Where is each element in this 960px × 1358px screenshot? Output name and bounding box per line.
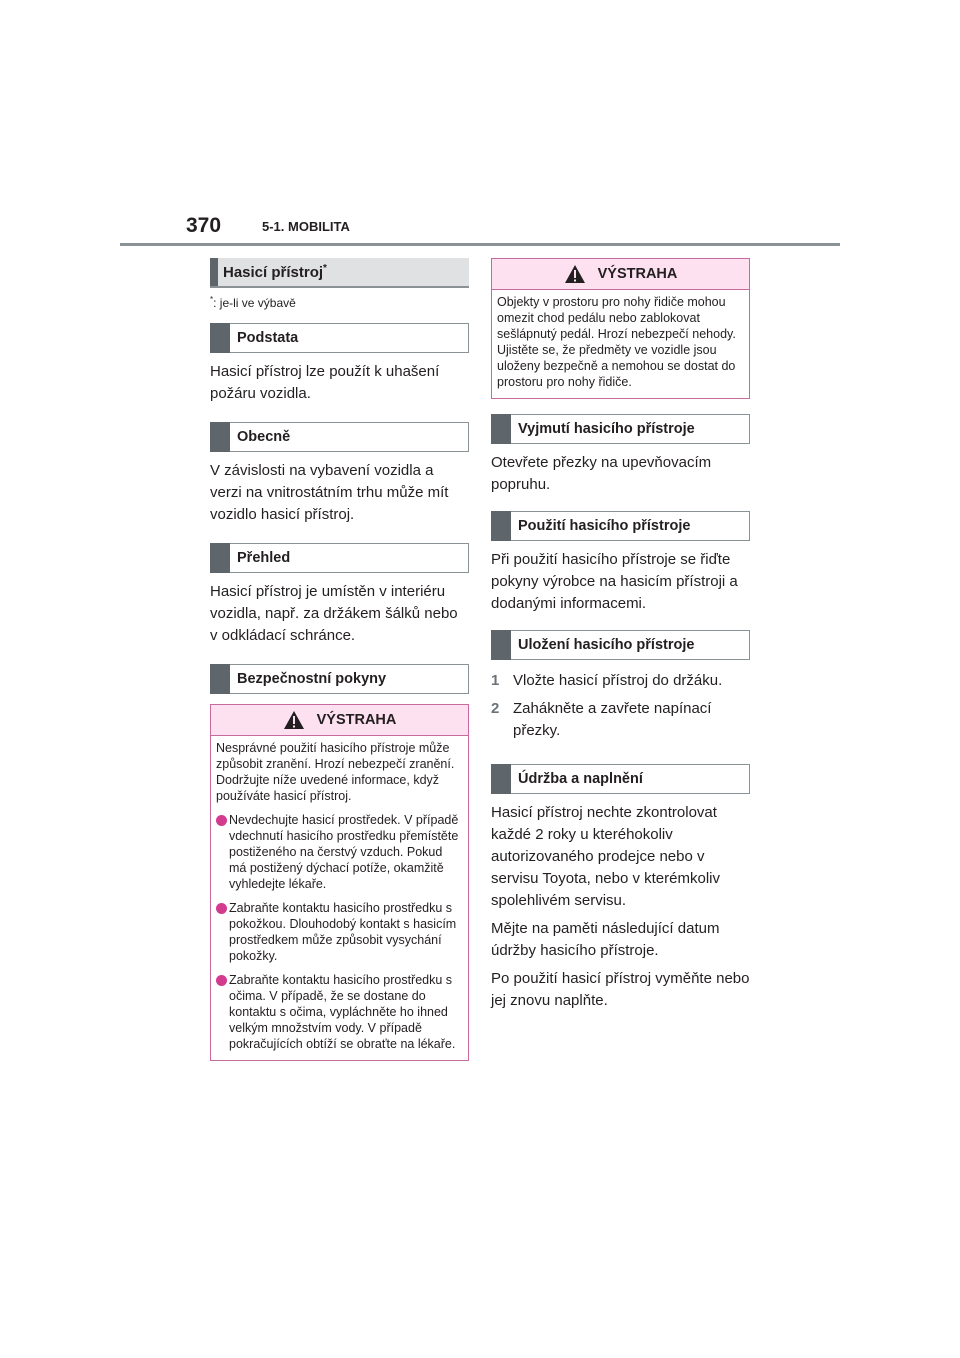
section-text-pouziti: Při použití hasicího přístroje se řiďte pokyny výrobce na hasicím přístroji a dodanými informacemi.: [491, 551, 738, 612]
section-heading-podstata: Podstata: [210, 323, 469, 353]
section-heading-udrzba: Údržba a naplnění: [491, 764, 750, 794]
right-column: [491, 258, 750, 1012]
bullet-dot-icon: [216, 975, 227, 986]
warning-bullet: Zabraňte kontaktu hasicího prostředku s pokožkou. Dlouhodobý kontakt s hasicím prostředkem může způsobit vysychání pokožky.: [216, 900, 463, 964]
section-heading-bezpecnost: Bezpečnostní pokyny: [210, 664, 469, 694]
section-heading-ulozeni: Uložení hasicího přístroje: [491, 630, 750, 660]
section-text-vyjmuti: Otevřete přezky na upevňovacím popruhu.: [491, 454, 712, 493]
warning-title: VÝSTRAHA: [316, 712, 397, 728]
bullet-dot-icon: [216, 815, 227, 826]
footnote-symbol: *: [210, 295, 214, 304]
warning-body: [492, 290, 749, 398]
warning-title: VÝSTRAHA: [597, 266, 678, 282]
warning-box-safety: [210, 704, 469, 1061]
storage-steps: [491, 670, 750, 742]
footnote-text: : je-li ve výbavě: [213, 296, 296, 310]
warning-body: [211, 736, 468, 1060]
chapter-title: 5-1. MOBILITA: [262, 219, 350, 234]
section-heading-obecne: Obecně: [210, 422, 469, 452]
step-text: Vložte hasicí přístroj do držáku.: [513, 672, 723, 689]
left-column: [210, 258, 469, 1061]
section-heading-pouziti: Použití hasicího přístroje: [491, 511, 750, 541]
section-heading-vyjmuti: Vyjmutí hasicího přístroje: [491, 414, 750, 444]
main-heading-text: Hasicí přístroj: [223, 264, 324, 281]
maintenance-paragraph: Mějte na paměti následující datum údržby hasicího přístroje.: [491, 920, 720, 959]
page-header: [0, 0, 960, 250]
warning-text: Objekty v prostoru pro nohy řidiče mohou omezit chod pedálu nebo zablokovat sešlápnutý pedál. Hrozí nebezpečí nehody. Ujistěte se, že předměty ve vozidle jsou uloženy bezpečně a nemohou se dostat do prostoru pro nohy řidiče.: [497, 295, 736, 389]
step-number: 2: [491, 700, 500, 717]
warning-header: [492, 259, 749, 290]
main-heading: [210, 258, 469, 288]
maintenance-paragraph: Po použití hasicí přístroj vyměňte nebo jej znovu naplňte.: [491, 970, 750, 1009]
step-number: 1: [491, 672, 500, 689]
warning-triangle-icon: [564, 264, 586, 284]
warning-header: [211, 705, 468, 736]
section-text-obecne: V závislosti na vybavení vozidla a verzi na vnitrostátním trhu může mít vozidlo hasicí přístroj.: [210, 462, 449, 523]
warning-bullet: Zabraňte kontaktu hasicího prostředku s očima. V případě, že se dostane do kontaktu s očima, vypláchněte ho ihned velkým množstvím vody. V případě pokračujících obtíží se obraťte na lékaře.: [216, 972, 463, 1052]
section-text-prehled: Hasicí přístroj je umístěn v interiéru vozidla, např. za držákem šálků nebo v odkládací schránce.: [210, 583, 458, 644]
footnote: [210, 295, 469, 310]
step-item: [491, 698, 750, 742]
step-text: Zahákněte a zavřete napínací přezky.: [513, 700, 712, 739]
section-text-podstata: Hasicí přístroj lze použít k uhašení požáru vozidla.: [210, 363, 440, 402]
header-divider: [120, 243, 840, 246]
step-item: [491, 670, 750, 692]
warning-box-footwell: [491, 258, 750, 399]
bullet-dot-icon: [216, 903, 227, 914]
warning-intro: Nesprávné použití hasicího přístroje může způsobit zranění. Hrozí nebezpečí zranění. Dodržujte níže uvedené informace, když používáte hasicí přístroj.: [216, 741, 455, 803]
warning-bullet: Nevdechujte hasicí prostředek. V případě vdechnutí hasicího prostředku přemístěte postiženého na čerstvý vzduch. Pokud má postižený dýchací potíže, okamžitě vyhledejte lékaře.: [216, 812, 463, 892]
section-heading-prehled: Přehled: [210, 543, 469, 573]
page-number: 370: [186, 214, 222, 237]
warning-triangle-icon: [283, 710, 305, 730]
maintenance-paragraph: Hasicí přístroj nechte zkontrolovat každé 2 roky u kteréhokoliv autorizovaného prodejce nebo v servisu Toyota, nebo v kterémkoliv spolehlivém servisu.: [491, 804, 720, 909]
footnote-marker: *: [323, 263, 327, 274]
